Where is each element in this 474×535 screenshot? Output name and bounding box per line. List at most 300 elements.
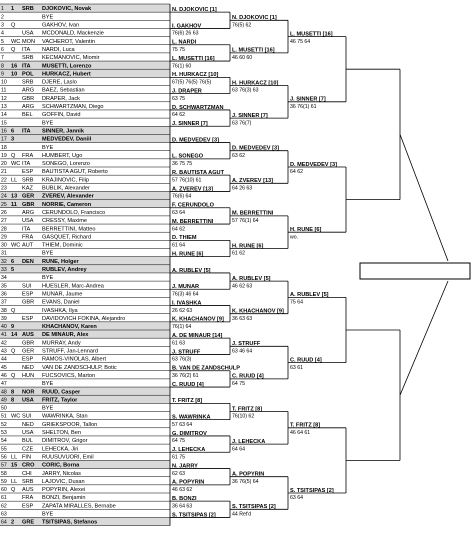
r3-score: 63 76(7) — [232, 120, 252, 127]
r2-winner: J. DRAPER — [172, 88, 202, 95]
draw-position: 35 — [1, 283, 7, 290]
seed-label: 3 — [11, 136, 15, 143]
country-code: AUT — [22, 242, 34, 249]
r2-score: 36 75 75 — [172, 161, 193, 168]
seed-label: 6 — [11, 258, 15, 265]
draw-position: 19 — [1, 152, 7, 159]
player-name: HUMBERT, Ugo — [42, 152, 83, 159]
r3-score: 46 62 63 — [232, 283, 253, 290]
r2-score: 36 76(2) 61 — [172, 372, 199, 379]
player-name: MCDONALD, Mackenzie — [42, 30, 104, 37]
player-name: RUUSUVUORI, Emil — [42, 454, 94, 461]
player-name: RUNE, Holger — [42, 258, 79, 265]
country-code: SUI — [22, 413, 32, 420]
draw-position: 33 — [1, 267, 7, 273]
player-name: RUBLEV, Andrey — [42, 267, 87, 273]
player-name: NORRIE, Cameron — [42, 201, 92, 208]
draw-position: 49 — [1, 397, 7, 404]
player-name: BYE — [42, 511, 54, 518]
country-code: ESP — [22, 503, 34, 510]
draw-position: 63 — [1, 511, 7, 518]
r3-winner: T. FRITZ [8] — [232, 406, 263, 413]
seed-label: 6 — [11, 128, 15, 135]
country-code: USA — [22, 30, 34, 37]
r3-score: 46 60 60 — [232, 55, 253, 62]
country-code: GBR — [22, 340, 35, 347]
player-name: SONEGO, Lorenzo — [42, 161, 90, 168]
player-name: KRAJINOVIC, Filip — [42, 177, 89, 184]
r2-winner: G. DIMITROV — [172, 430, 207, 437]
country-code: ITA — [22, 63, 31, 70]
r3-score: 61 62 — [232, 250, 245, 257]
country-code: POL — [22, 71, 34, 78]
r4-winner: H. RUNE [6] — [290, 227, 322, 233]
country-code: DEN — [22, 258, 34, 265]
country-code: USA — [22, 218, 34, 225]
country-code: SRB — [22, 6, 34, 13]
player-name: BERRETTINI, Matteo — [42, 226, 96, 233]
draw-position: 18 — [1, 144, 7, 151]
player-name: BYE — [42, 14, 54, 21]
player-name: BUBLIK, Alexander — [42, 185, 90, 192]
player-name: RUUD, Casper — [42, 389, 81, 396]
r2-winner: T. FRITZ [8] — [172, 398, 203, 405]
seed-label: WC — [11, 413, 21, 420]
r3-score: 57 76(1) 64 — [232, 218, 259, 225]
player-name: BYE — [42, 120, 54, 127]
r3-winner: K. KHACHANOV [9] — [232, 308, 284, 315]
player-name: SCHWARTZMAN, Diego — [42, 104, 104, 110]
player-name: KECMANOVIC, Miomir — [42, 55, 100, 62]
seed-label: Q — [11, 152, 16, 159]
player-name: DJOKOVIC, Novak — [42, 6, 92, 13]
draw-position: 5 — [1, 38, 4, 45]
player-name: DJERE, Laslo — [42, 79, 77, 86]
r2-score: 76(6) 64 — [172, 193, 192, 200]
draw-position: 31 — [1, 250, 7, 257]
country-code: SUI — [22, 283, 32, 290]
player-name: SINNER, Jannik — [42, 128, 84, 135]
player-name: BAUTISTA AGUT, Roberto — [42, 169, 108, 176]
country-code: ESP — [22, 356, 34, 363]
player-name: CERUNDOLO, Francisco — [42, 209, 106, 216]
draw-position: 4 — [1, 30, 4, 37]
seed-label: LL — [11, 177, 18, 184]
draw-position: 1 — [1, 6, 4, 13]
player-name: RAMOS-VINOLAS, Albert — [42, 356, 107, 363]
draw-position: 29 — [1, 234, 7, 241]
player-name: SHELTON, Ben — [42, 430, 81, 436]
draw-position: 58 — [1, 470, 7, 477]
country-code: SRB — [22, 79, 34, 86]
r3-winner: M. BERRETTINI — [232, 210, 274, 217]
country-code: SRB — [22, 177, 34, 184]
seed-label: 16 — [11, 63, 18, 70]
r2-score: 46 63 62 — [172, 487, 193, 494]
country-code: USA — [22, 430, 34, 436]
seed-label: WC — [11, 242, 21, 249]
country-code: NED — [22, 421, 34, 428]
r2-winner: I. IVASHKA — [172, 300, 202, 307]
draw-position: 8 — [1, 63, 4, 70]
r4-score: 46 64 61 — [290, 430, 311, 436]
r2-winner: J. SINNER [7] — [172, 121, 208, 128]
seed-label: WC — [11, 38, 21, 45]
seed-label: 15 — [11, 462, 18, 469]
r2-score: 63 75 — [172, 95, 185, 102]
seed-label: Q — [11, 487, 16, 494]
country-code: FRA — [22, 152, 34, 159]
player-name: NARDI, Luca — [42, 46, 75, 53]
player-name: CORIC, Borna — [42, 462, 80, 469]
country-code: CZE — [22, 446, 34, 453]
champion-box — [360, 263, 470, 279]
player-name: THIEM, Dominic — [42, 242, 83, 249]
r2-winner: B. BONZI — [172, 495, 197, 502]
r3-winner: H. HURKACZ [10] — [232, 80, 279, 87]
player-name: STRUFF, Jan-Lennard — [42, 348, 98, 355]
draw-position: 62 — [1, 503, 7, 510]
seed-label: 1 — [11, 6, 15, 13]
player-name: IVASHKA, Ilya — [42, 307, 78, 314]
country-code: NED — [22, 364, 34, 371]
player-name: CRESSY, Maxime — [42, 218, 87, 225]
seed-label: 2 — [11, 519, 15, 526]
r3-winner: D. MEDVEDEV [3] — [232, 145, 279, 152]
r2-score: 62 63 — [172, 470, 185, 477]
r2-winner: A. RUBLEV [5] — [172, 267, 211, 274]
draw-position: 42 — [1, 340, 7, 347]
r2-score: 63 76(3) — [172, 356, 192, 363]
player-name: HURKACZ, Hubert — [42, 71, 91, 78]
country-code: USA — [22, 397, 34, 404]
draw-position: 28 — [1, 226, 7, 233]
player-name: LAJOVIC, Dusan — [42, 478, 85, 485]
seed-label: Q — [11, 22, 16, 29]
country-code: BEL — [22, 112, 33, 119]
r2-winner: S. WAWRINKA — [172, 414, 211, 421]
r3-winner: L. MUSETTI [16] — [232, 47, 275, 54]
r4-winner: S. TSITSIPAS [2] — [290, 487, 334, 494]
seed-label: 5 — [11, 267, 15, 273]
r4-winner: D. MEDVEDEV [3] — [290, 161, 337, 168]
r3-score: 64 64 — [232, 446, 245, 453]
draw-position: 40 — [1, 324, 7, 331]
seed-label: 14 — [11, 332, 18, 339]
player-name: MUNAR, Jaume — [42, 291, 83, 298]
seed-label: Q — [11, 46, 16, 53]
seed-label: 13 — [11, 193, 18, 200]
draw-position: 24 — [1, 193, 7, 200]
r3-score: 64 26 63 — [232, 185, 253, 192]
r2-winner: J. STRUFF — [172, 349, 201, 356]
country-code: GBR — [22, 95, 35, 102]
draw-position: 53 — [1, 430, 7, 436]
r4-score: wo. — [290, 234, 299, 241]
country-code: AUS — [22, 332, 34, 339]
r2-winner: D. MEDVEDEV [3] — [172, 137, 219, 144]
draw-position: 10 — [1, 79, 7, 86]
player-name: EVANS, Daniel — [42, 299, 80, 306]
seed-label: Q — [11, 307, 16, 314]
draw-position: 6 — [1, 46, 4, 53]
country-code: NOR — [22, 389, 35, 396]
player-name: GRIEKSPOOR, Tallon — [42, 421, 98, 428]
country-code: GBR — [22, 299, 35, 306]
draw-position: 37 — [1, 299, 7, 306]
r2-winner: F. CERUNDOLO — [172, 202, 214, 209]
r2-winner: D. THIEM — [172, 235, 197, 242]
draw-position: 2 — [1, 14, 4, 21]
r3-winner: A. ZVEREV [13] — [232, 178, 274, 185]
seed-label: LL — [11, 478, 18, 485]
player-name: DIMITROV, Grigor — [42, 438, 88, 445]
draw-position: 16 — [1, 128, 7, 135]
player-name: GAKHOV, Ivan — [42, 22, 80, 29]
player-name: BAEZ, Sebastian — [42, 87, 85, 94]
country-code: AUS — [22, 487, 34, 494]
seed-label: 8 — [11, 389, 15, 396]
draw-position: 12 — [1, 95, 7, 102]
draw-position: 7 — [1, 55, 4, 62]
draw-position: 3 — [1, 22, 4, 29]
player-name: ZVEREV, Alexander — [42, 193, 94, 200]
country-code: ITA — [22, 46, 31, 53]
r3-score: 36 76(5) 64 — [232, 478, 259, 485]
r2-winner: J. MUNAR — [172, 284, 200, 291]
country-code: ITA — [22, 226, 31, 233]
player-name: HUESLER, Marc-Andrea — [42, 283, 104, 290]
draw-position: 15 — [1, 120, 7, 127]
country-code: GRE — [22, 519, 35, 526]
draw-position: 13 — [1, 104, 7, 110]
seed-label: 8 — [11, 397, 15, 404]
seed-label: Q — [11, 348, 16, 355]
draw-position: 20 — [1, 161, 7, 168]
draw-position: 30 — [1, 242, 7, 249]
player-name: DAVIDOVICH FOKINA, Alejandro — [42, 315, 126, 322]
draw-position: 52 — [1, 421, 7, 428]
player-name: BYE — [42, 405, 54, 412]
r2-winner: N. DJOKOVIC [1] — [172, 6, 217, 13]
r3-winner: C. RUUD [4] — [232, 373, 264, 380]
country-code: ESP — [22, 291, 34, 298]
r2-winner: A. POPYRIN — [172, 479, 205, 486]
draw-position: 21 — [1, 169, 7, 176]
draw-position: 57 — [1, 462, 7, 469]
draw-position: 36 — [1, 291, 7, 298]
player-name: GOFFIN, David — [42, 112, 81, 119]
player-name: ZAPATA MIRALLES, Bernabe — [42, 503, 116, 510]
r3-score: 64 75 — [232, 381, 245, 388]
r2-winner: H. HURKACZ [10] — [172, 72, 219, 79]
r3-winner: J. SINNER [7] — [232, 112, 268, 119]
country-code: CHI — [22, 470, 32, 477]
r2-score: 26 62 63 — [172, 307, 193, 314]
draw-position: 51 — [1, 413, 7, 420]
player-name: TSITSIPAS, Stefanos — [42, 519, 98, 526]
draw-position: 39 — [1, 315, 7, 322]
player-name: BYE — [42, 381, 54, 388]
r2-winner: B. VAN DE ZANDSCHULP — [172, 365, 240, 372]
seed-label: Q — [11, 372, 16, 379]
r3-winner: J. LEHECKA — [232, 438, 266, 445]
player-name: MEDVEDEV, Daniil — [42, 136, 92, 143]
r2-winner: R. BAUTISTA AGUT — [172, 169, 224, 176]
country-code: FIN — [22, 454, 32, 461]
r4-winner: L. MUSETTI [16] — [290, 31, 333, 38]
r3-winner: N. DJOKOVIC [1] — [232, 15, 277, 22]
r3-winner: J. STRUFF — [232, 341, 261, 348]
seed-label: 11 — [11, 201, 17, 208]
country-code: FRA — [22, 495, 34, 502]
r2-winner: S. TSITSIPAS [2] — [172, 512, 216, 519]
r3-score: 63 46 64 — [232, 348, 253, 355]
seed-label: 9 — [11, 324, 15, 331]
player-name: MUSETTI, Lorenzo — [42, 63, 92, 70]
country-code: KAZ — [22, 185, 33, 192]
draw-position: 32 — [1, 258, 7, 265]
r2-winner: H. RUNE [6] — [172, 251, 204, 258]
r2-score: 64 62 — [172, 112, 185, 119]
player-name: BONZI, Benjamin — [42, 495, 86, 502]
draw-position: 43 — [1, 348, 7, 355]
country-code: ARG — [22, 87, 35, 94]
draw-position: 26 — [1, 209, 7, 216]
draw-position: 54 — [1, 438, 7, 445]
r2-winner: I. GAKHOV — [172, 23, 202, 30]
draw-position: 34 — [1, 275, 7, 282]
player-name: BYE — [42, 144, 54, 151]
r2-score: 76(6) 26 63 — [172, 30, 199, 37]
draw-position: 27 — [1, 218, 7, 225]
player-name: LEHECKA, Jiri — [42, 446, 79, 453]
r2-winner: N. JARRY — [172, 463, 198, 470]
r4-score: 75 64 — [290, 299, 303, 306]
r2-winner: K. KHACHANOV [9] — [172, 316, 224, 323]
draw-position: 56 — [1, 454, 7, 461]
player-name: FUCSOVICS, Marton — [42, 372, 96, 379]
draw-position: 23 — [1, 185, 7, 192]
country-code: GER — [22, 348, 35, 355]
r4-winner: T. FRITZ [8] — [290, 422, 321, 429]
player-name: VAN DE ZANDSCHULP, Botic — [42, 364, 117, 371]
r3-winner: S. TSITSIPAS [2] — [232, 504, 276, 511]
draw-position: 9 — [1, 71, 4, 78]
player-name: KHACHANOV, Karen — [42, 324, 97, 331]
r2-winner: L. NARDI — [172, 39, 197, 46]
r3-winner: H. RUNE [6] — [232, 243, 264, 250]
country-code: GBR — [22, 201, 35, 208]
r2-score: 76(1) 60 — [172, 63, 192, 70]
country-code: CRO — [22, 462, 35, 469]
player-name: BYE — [42, 275, 54, 282]
r4-score: 63 64 — [290, 495, 303, 502]
r2-winner: C. RUUD [4] — [172, 381, 204, 388]
r2-winner: A. DE MINAUR [14] — [172, 332, 223, 339]
r3-score: 76(5) 62 — [232, 22, 252, 29]
r3-winner: A. POPYRIN — [232, 471, 265, 478]
r3-score: 76(10) 62 — [232, 413, 255, 420]
draw-position: 50 — [1, 405, 7, 412]
r2-score: 64 62 — [172, 226, 185, 233]
r2-score: 75 75 — [172, 46, 185, 53]
r2-winner: A. ZVEREV [13] — [172, 186, 214, 193]
draw-position: 14 — [1, 112, 7, 119]
r2-score: 63 64 — [172, 209, 185, 216]
r3-score: 36 63 63 — [232, 315, 253, 322]
country-code: BUL — [22, 438, 33, 445]
r2-score: 61 63 — [172, 340, 185, 347]
country-code: ARG — [22, 209, 35, 216]
country-code: ITA — [22, 128, 31, 135]
player-name: VACHEROT, Valentin — [42, 38, 95, 45]
r4-score: 46 75 64 — [290, 38, 311, 45]
draw-position: 38 — [1, 307, 7, 314]
seed-label: WC — [11, 161, 21, 168]
country-code: ARG — [22, 104, 35, 110]
r4-score: 36 76(1) 61 — [290, 104, 317, 110]
r4-score: 64 62 — [290, 169, 303, 176]
r4-winner: C. RUUD [4] — [290, 357, 322, 364]
r2-score: 64 75 — [172, 438, 185, 445]
player-name: WAWRINKA, Stan — [42, 413, 88, 420]
player-name: MURRAY, Andy — [42, 340, 81, 347]
player-name: FRITZ, Taylor — [42, 397, 78, 404]
draw-position: 47 — [1, 381, 7, 388]
draw-position: 45 — [1, 364, 7, 371]
country-code: HUN — [22, 372, 35, 379]
draw-position: 17 — [1, 136, 7, 143]
r2-score: 36 64 63 — [172, 503, 193, 510]
country-code: ESP — [22, 169, 34, 176]
draw-position: 61 — [1, 495, 7, 502]
r3-score: 63 62 — [232, 152, 245, 159]
draw-position: 60 — [1, 487, 7, 494]
r2-winner: M. BERRETTINI — [172, 218, 214, 225]
draw-position: 11 — [1, 87, 7, 94]
r2-score: 76(1) 64 — [172, 324, 192, 331]
r2-score: 57 63 64 — [172, 421, 193, 428]
player-name: BYE — [42, 250, 54, 257]
country-code: ITA — [22, 161, 31, 168]
r3-winner: A. RUBLEV [5] — [232, 275, 271, 282]
r2-score: 67(5) 76(5) 76(5) — [172, 79, 212, 86]
draw-position: 59 — [1, 478, 7, 485]
r2-winner: L. MUSETTI [16] — [172, 55, 215, 62]
r2-score: 57 76(10) 61 — [172, 177, 202, 184]
draw-position: 22 — [1, 177, 7, 184]
player-name: DE MINAUR, Alex — [42, 332, 89, 339]
seed-label: 10 — [11, 71, 18, 78]
r2-score: 61 75 — [172, 454, 185, 461]
draw-position: 55 — [1, 446, 7, 453]
r2-winner: J. LEHECKA — [172, 447, 206, 454]
draw-position: 64 — [1, 519, 7, 526]
country-code: SRB — [22, 55, 34, 62]
player-name: GASQUET, Richard — [42, 234, 92, 241]
draw-position: 46 — [1, 372, 7, 379]
draw-position: 44 — [1, 356, 7, 363]
seed-label: LL — [11, 454, 18, 461]
r2-score: 61 64 — [172, 242, 185, 249]
r2-winner: L. SONEGO — [172, 153, 204, 160]
player-name: POPYRIN, Alexei — [42, 487, 86, 494]
r2-score: 76(3) 46 64 — [172, 291, 199, 298]
draw-position: 25 — [1, 201, 7, 208]
draw-position: 48 — [1, 389, 7, 396]
country-code: MON — [22, 38, 36, 45]
